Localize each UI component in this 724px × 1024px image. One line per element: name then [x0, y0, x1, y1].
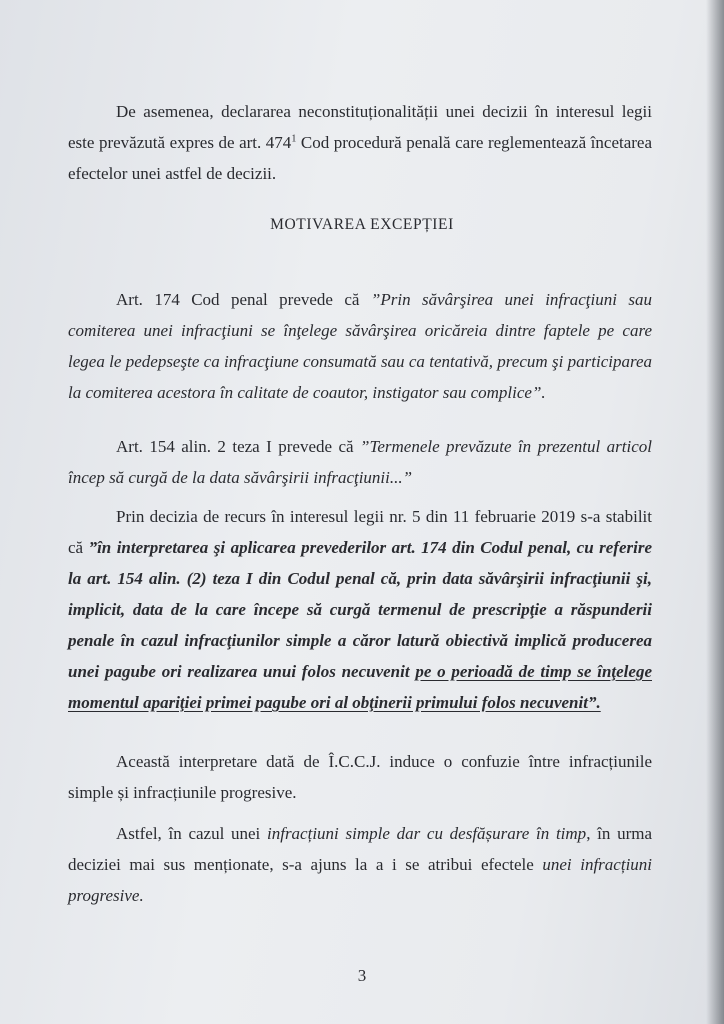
intro-text: De asemenea, declararea neconstituționalității unei decizii în interesul legii este prevăzută expres de art. 474	[68, 102, 652, 152]
art-154-lead: Art. 154 alin. 2 teza I prevede că	[116, 437, 360, 456]
art-154-paragraph	[68, 431, 652, 493]
ruling-underlined-quote: pe o perioadă de timp se înţelege momentul apariţiei primei pagube ori al obţinerii primului folos necuvenit”.	[68, 662, 652, 712]
ruling-lead: Prin decizia de recurs în interesul legii nr. 5 din 11 februarie 2019 s-a stabilit că	[68, 507, 652, 557]
closing-paragraph	[68, 818, 652, 911]
art-174-lead: Art. 174 Cod penal prevede că	[116, 290, 371, 309]
closing-text: Astfel, în cazul unei	[116, 824, 267, 843]
article-superscript: 1	[291, 133, 297, 145]
closing-emphasis-2: unei infracțiuni progresive.	[68, 855, 653, 905]
art-154-quote: ”Termenele prevăzute în prezentul articol încep să curgă de la data săvârşirii infracţiunii...”	[68, 437, 652, 487]
intro-paragraph	[68, 96, 652, 189]
ruling-quote: ”în interpretarea şi aplicarea prevederilor art. 174 din Codul penal, cu referire la art. 154 alin. (2) teza I din Codul penal că, prin data săvârşirii infracţiunii şi, implicit, data de la care începe să curgă termenul de prescripţie a răspunderii penale în cazul infracţiunilor simple a căror latură obiectivă implică producerea unei pagube ori realizarea unui folos necuvenit	[68, 538, 652, 681]
closing-text-continued: , în urma deciziei mai sus menționate, s-a ajuns la a i se atribui efectele	[68, 824, 653, 874]
ruling-paragraph	[68, 501, 652, 718]
section-heading: MOTIVAREA EXCEPȚIEI	[270, 216, 454, 233]
intro-text-continued: Cod procedură penală care reglementează încetarea efectelor unei astfel de decizii.	[68, 133, 653, 183]
page-edge-shadow	[706, 0, 724, 1024]
closing-emphasis-1: infracțiuni simple dar cu desfășurare în timp	[267, 824, 587, 843]
art-174-quote: ”Prin săvârşirea unei infracţiuni sau comiterea unei infracţiuni se înţelege săvârşirea oricăreia dintre faptele pe care legea le pedepseşte ca infracţiune consumată sau ca tentativă, precum şi participarea la comiterea acestora în calitate de coautor, instigator sau complice”.	[68, 290, 652, 402]
art-174-paragraph	[68, 284, 652, 408]
confusion-paragraph: Această interpretare dată de Î.C.C.J. induce o confuzie între infracțiunile simple și infracțiunile progresive.	[68, 752, 652, 802]
page-number: 3	[357, 966, 367, 985]
